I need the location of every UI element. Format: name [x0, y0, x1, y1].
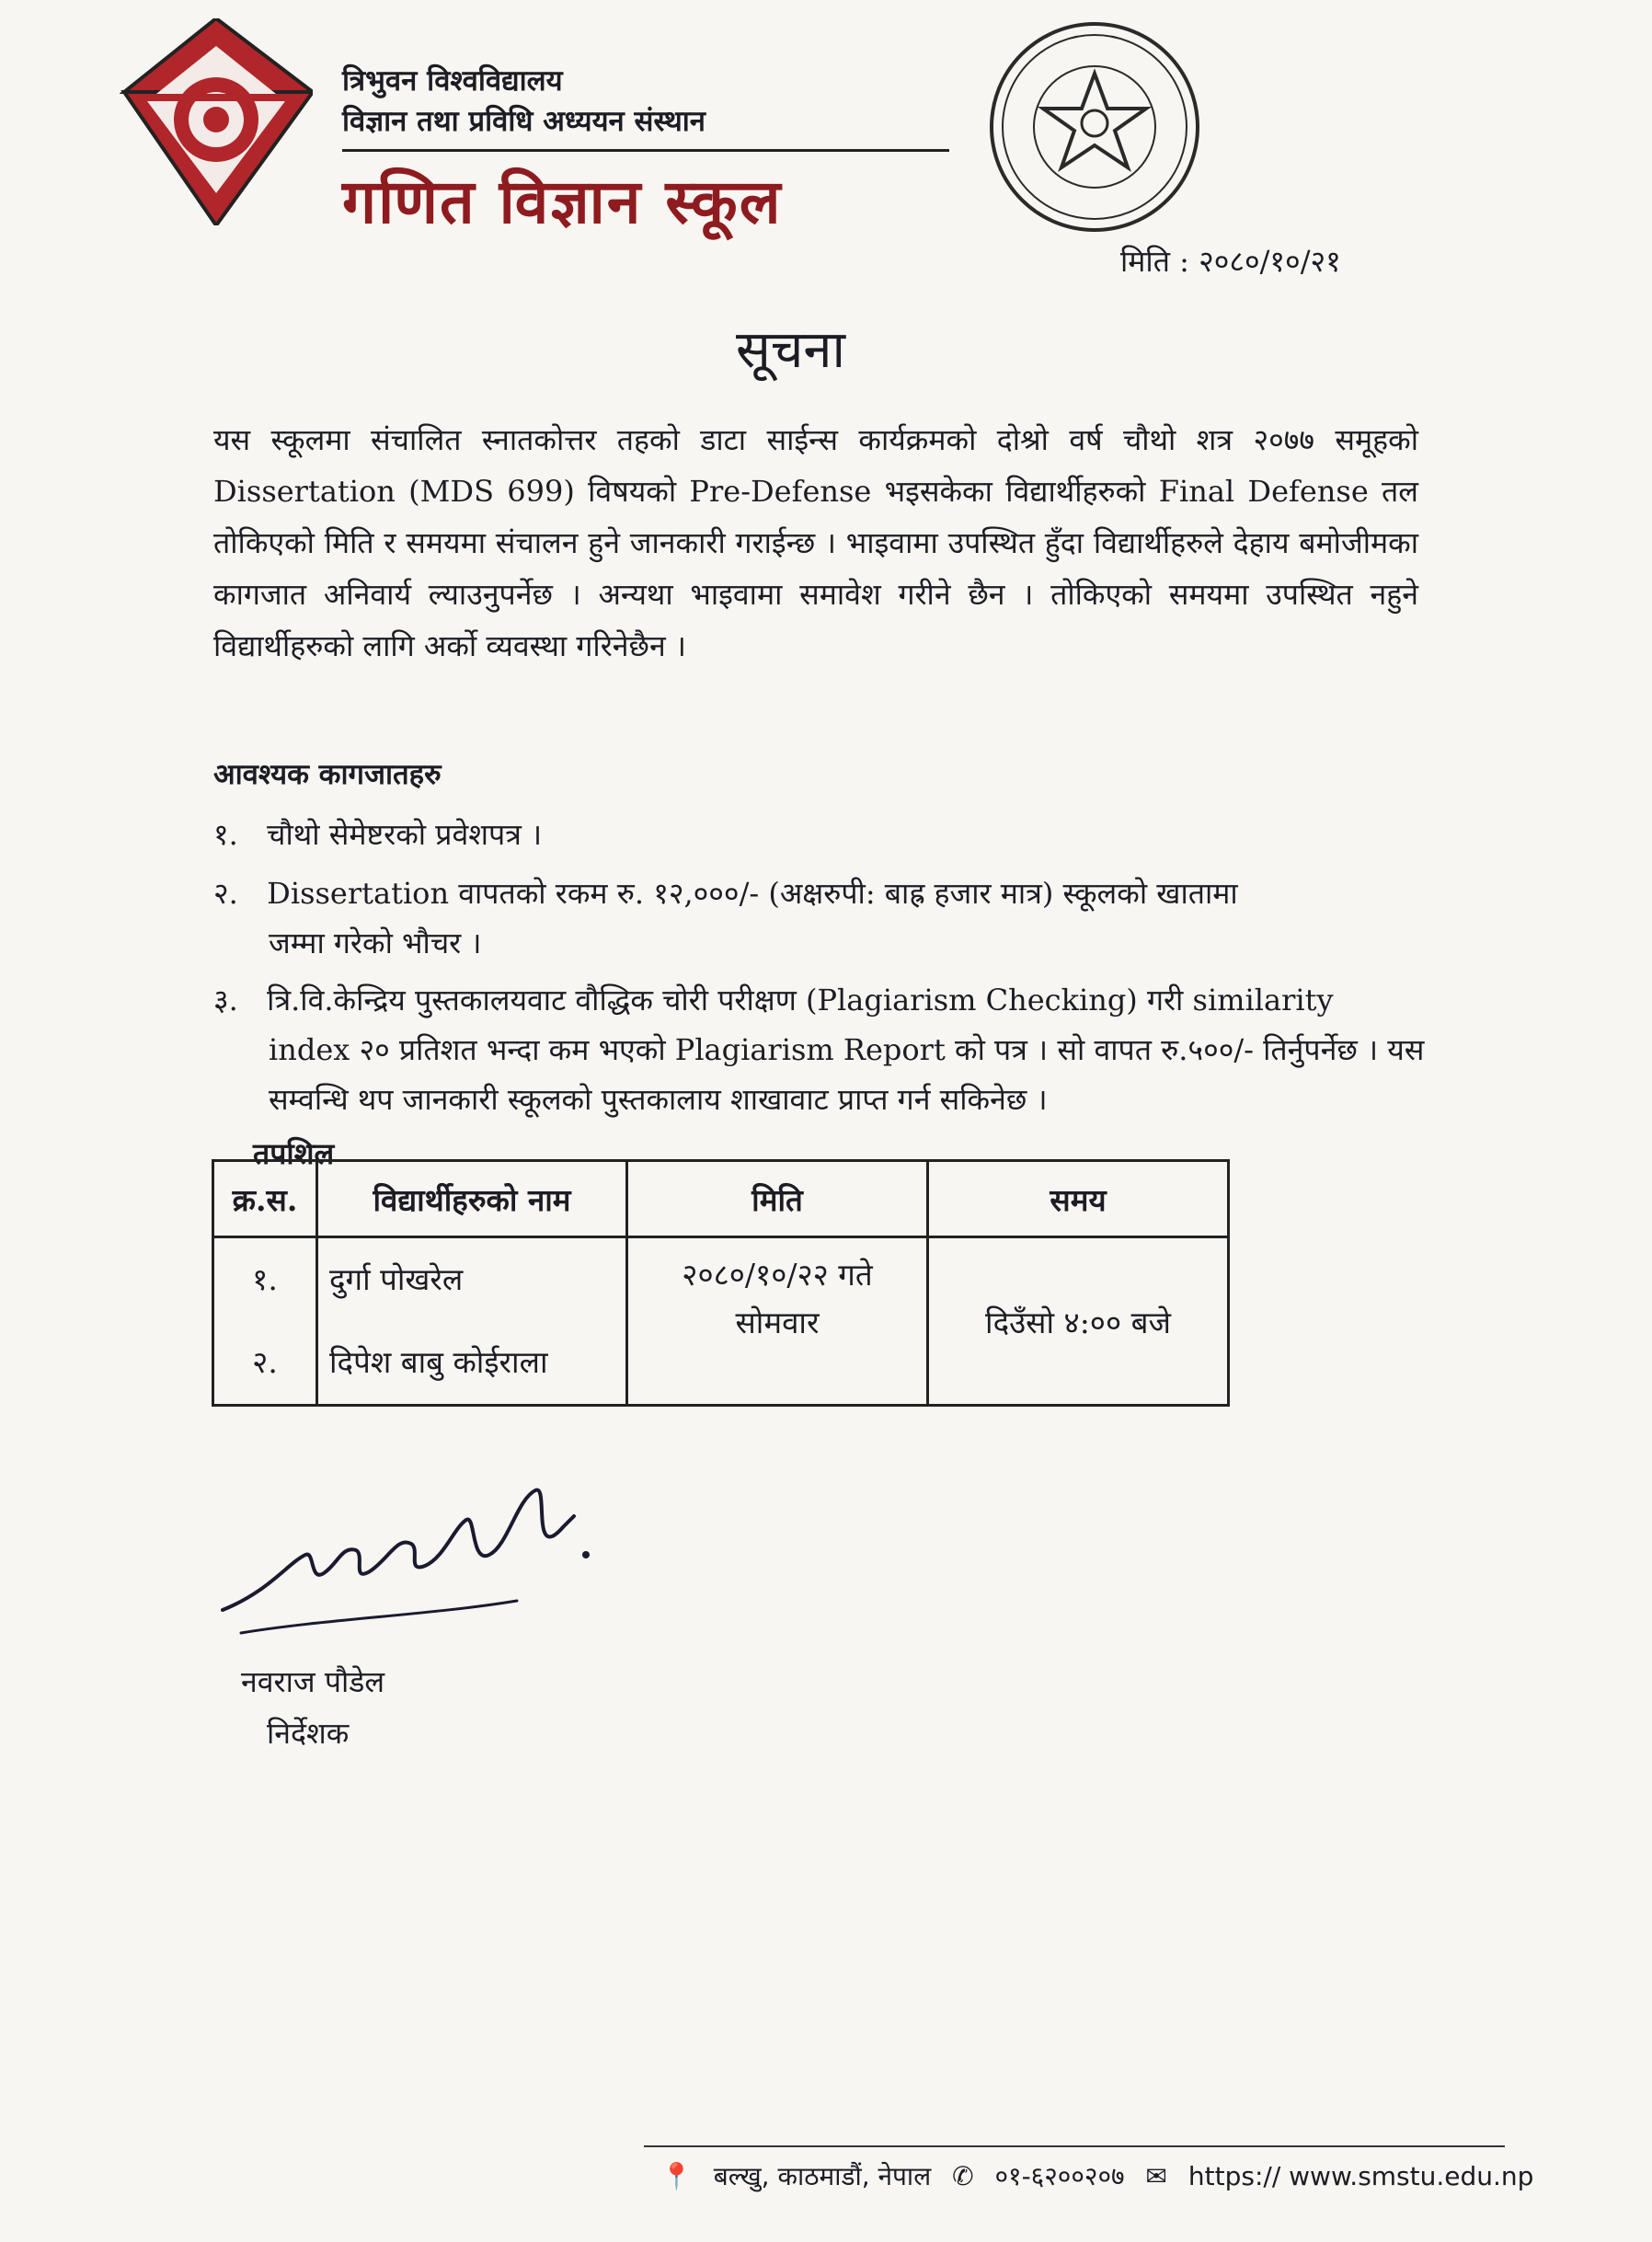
notice-date [1120, 241, 1341, 281]
column-header-name: विद्यार्थीहरुको नाम [317, 1161, 627, 1237]
time-cell: दिउँसो ४:०० बजे [928, 1237, 1229, 1406]
requirement-item-2 [213, 868, 1428, 968]
serial-2: २. [252, 1344, 278, 1380]
requirement-text: चौथो सेमेष्टरको प्रवेशपत्र । [267, 817, 543, 852]
signer-block [241, 1656, 384, 1759]
defense-date: २०८०/१०/२२ गते [682, 1257, 873, 1293]
phone-icon: ✆ [952, 2161, 974, 2191]
requirement-continuation: जम्मा गरेको भौचर । [269, 926, 482, 960]
requirement-number: ३. [213, 983, 238, 1018]
tu-emblem-icon [120, 18, 313, 225]
date-value: २०८०/१०/२१ [1199, 244, 1341, 279]
footer-address: बल्खु, काठमाडौं, नेपाल [713, 2161, 932, 2191]
header-rule [342, 149, 949, 152]
requirements-heading: आवश्यक कागजातहरु [213, 758, 442, 791]
requirement-item-1 [213, 810, 1428, 859]
serial-cell [213, 1237, 317, 1406]
column-header-serial: क्र.स. [213, 1161, 317, 1237]
requirement-number: २. [213, 876, 238, 911]
date-label: मिति : [1120, 244, 1189, 279]
footer-rule [644, 2145, 1505, 2147]
date-cell [627, 1237, 928, 1406]
requirement-number: १. [213, 817, 238, 852]
location-pin-icon: 📍 [660, 2161, 693, 2191]
university-name: त्रिभुवन विश्वविद्यालय [342, 64, 563, 98]
column-header-time: समय [928, 1161, 1229, 1237]
table-header-row [213, 1161, 1229, 1237]
school-name: गणित विज्ञान स्कूल [342, 166, 783, 237]
schedule-table [212, 1159, 1230, 1407]
notice-title: सूचना [736, 320, 845, 380]
serial-1: १. [252, 1261, 278, 1297]
schedule-caption: तपशिल [253, 1136, 335, 1171]
signer-designation: निर्देशक [267, 1716, 350, 1751]
student-name-2: दिपेश बाबु कोईराला [329, 1344, 548, 1380]
envelope-icon: ✉ [1145, 2161, 1167, 2191]
footer-website[interactable]: https:// www.smstu.edu.np [1187, 2161, 1534, 2191]
column-header-date: मिति [627, 1161, 928, 1237]
school-seal-icon [984, 17, 1205, 237]
institute-name: विज्ञान तथा प्रविधि अध्ययन संस्थान [342, 105, 706, 138]
notice-paragraph: यस स्कूलमा संचालित स्नातकोत्तर तहको डाटा साईन्स कार्यक्रमको दोश्रो वर्ष चौथो शत्र २०७७ समूहको Dissertation (MDS 699) विषयको Pre-Defense भइसकेका विद्यार्थीहरुको Final Defense तल तोकिएको मिति र समयमा संचालन हुने जानकारी गराईन्छ । भाइवामा उपस्थित हुँदा विद्यार्थीहरुले देहाय बमोजीमका कागजात अनिवार्य ल्याउनुपर्नेछ । अन्यथा भाइवामा समावेश गरीने छैन । तोकिएको समयमा उपस्थित नहुने विद्यार्थीहरुको लागि अर्को व्यवस्था गरिनेछैन । [213, 422, 1418, 663]
footer-phone: ०१-६२००२०७ [994, 2161, 1125, 2191]
student-name-1: दुर्गा पोखरेल [329, 1261, 464, 1297]
name-cell [317, 1237, 627, 1406]
signer-name: नवराज पौडेल [241, 1664, 385, 1699]
defense-day: सोमवार [735, 1305, 820, 1340]
requirement-continuation: index २० प्रतिशत भन्दा कम भएको Plagiarism Report को पत्र । सो वापत रु.५००/- तिर्नुपर्नेछ । यस सम्वन्धि थप जानकारी स्कूलको पुस्तकालाय शाखावाट प्राप्त गर्न सकिनेछ । [269, 1032, 1425, 1117]
header-text [342, 61, 706, 142]
requirement-text: Dissertation वापतको रकम रु. १२,०००/- (अक्षरुपी: बाह्र हजार मात्र) स्कूलको खातामा [267, 876, 1238, 911]
signature-icon [213, 1463, 618, 1647]
requirement-item-3 [213, 975, 1428, 1124]
table-row [213, 1237, 1229, 1406]
footer [660, 2158, 1546, 2193]
requirement-text: त्रि.वि.केन्द्रिय पुस्तकालयवाट वौद्धिक चोरी परीक्षण (Plagiarism Checking) गरी similarity [267, 983, 1334, 1018]
